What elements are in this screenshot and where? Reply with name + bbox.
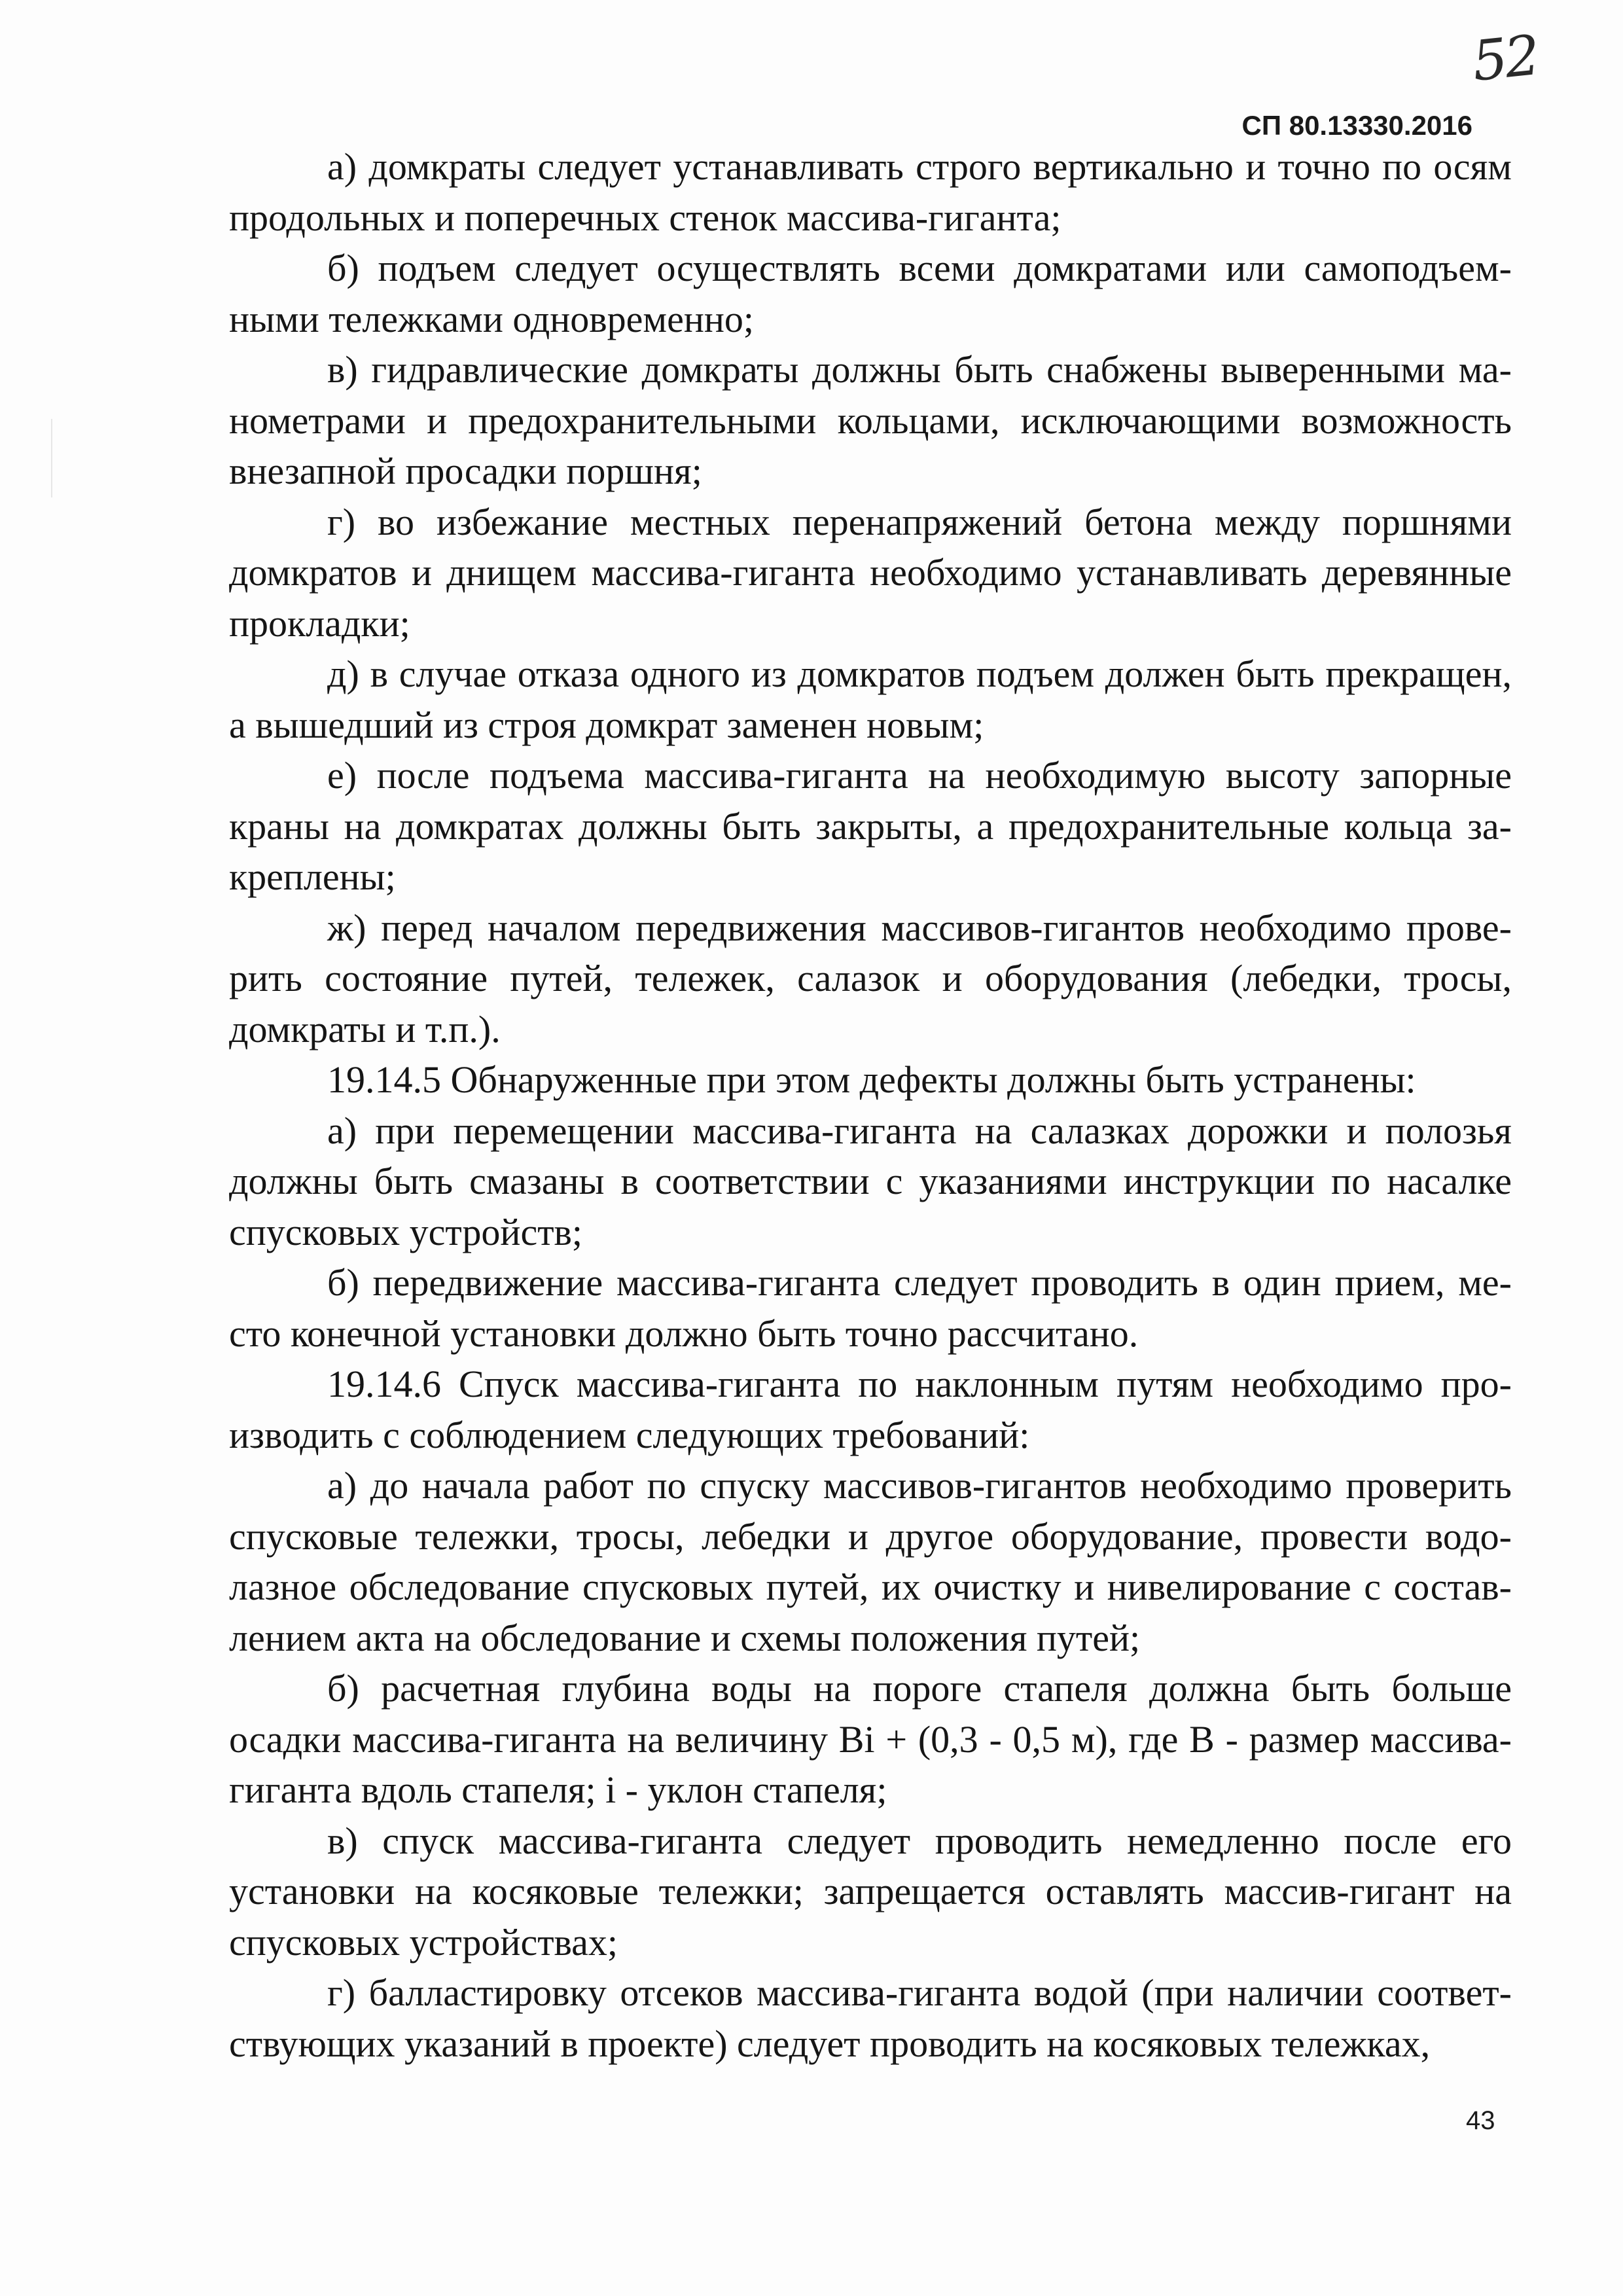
- paragraph: а) домкраты следует устанавливать строго вертикально и точно по осям продольных и поперечных стенок массива-гиганта;: [229, 145, 1512, 239]
- paragraph: г) балластировку отсеков массива-гиганта водой (при наличии соответствующих указаний в проекте) следует проводить на косяковых тележках,: [229, 1971, 1512, 2065]
- paragraph: д) в случае отказа одного из домкратов подъем должен быть прекращен, а вышедший из строя домкрат заменен новым;: [229, 653, 1512, 746]
- paragraph: в) спуск массива-гиганта следует проводить немедленно после его установки на косяковые тележки; запрещается оставлять массив-гигант на спусковых устройствах;: [229, 1819, 1512, 1964]
- paragraph: в) гидравлические домкраты должны быть снабжены выверенными манометрами и предохранительными кольцами, исключающими возможность внезапной просадки поршня;: [229, 348, 1512, 492]
- paragraph: а) до начала работ по спуску массивов-гигантов необходимо проверить спусковые тележки, тросы, лебедки и другое оборудование, провести водолазное обследование спусковых путей, их очистку и нивелирование с составлением акта на обследование и схемы положения путей;: [229, 1464, 1512, 1659]
- document-code: СП 80.13330.2016: [1241, 110, 1472, 141]
- paragraph: г) во избежание местных перенапряжений бетона между поршнями домкратов и днищем массива-гиганта необходимо устанавливать деревянные прокладки;: [229, 500, 1512, 645]
- section-paragraph: 19.14.6 Спуск массива-гиганта по наклонным путям необходимо производить с соблюдением следующих требований:: [229, 1363, 1512, 1456]
- page-number: 43: [1466, 2106, 1495, 2135]
- paragraph: е) после подъема массива-гиганта на необходимую высоту запорные краны на домкратах должны быть закрыты, а предохранительные кольца закреплены;: [229, 754, 1512, 898]
- paragraph: б) передвижение массива-гиганта следует проводить в один прием, место конечной установки должно быть точно рассчитано.: [229, 1261, 1512, 1355]
- paragraph: ж) перед началом передвижения массивов-гигантов необходимо проверить состояние путей, тележек, салазок и оборудования (лебедки, тросы, домкраты и т.п.).: [229, 906, 1512, 1050]
- scan-edge-mark: [51, 419, 52, 497]
- paragraph: б) расчетная глубина воды на пороге стапеля должна быть больше осадки массива-гиганта на величину Bi + (0,3 - 0,5 м), где B - размер массива-гиганта вдоль стапеля; i - уклон стапеля;: [229, 1667, 1512, 1811]
- paragraph: б) подъем следует осуществлять всеми домкратами или самоподъемными тележками одновременно;: [229, 247, 1512, 340]
- handwritten-page-number: 52: [1469, 23, 1541, 94]
- document-body: [229, 141, 1512, 2069]
- section-paragraph: 19.14.5 Обнаруженные при этом дефекты должны быть устранены:: [327, 1058, 1416, 1101]
- paragraph: а) при перемещении массива-гиганта на салазках дорожки и полозья должны быть смазаны в соответствии с указаниями инструкции по насалке спусковых устройств;: [229, 1109, 1512, 1253]
